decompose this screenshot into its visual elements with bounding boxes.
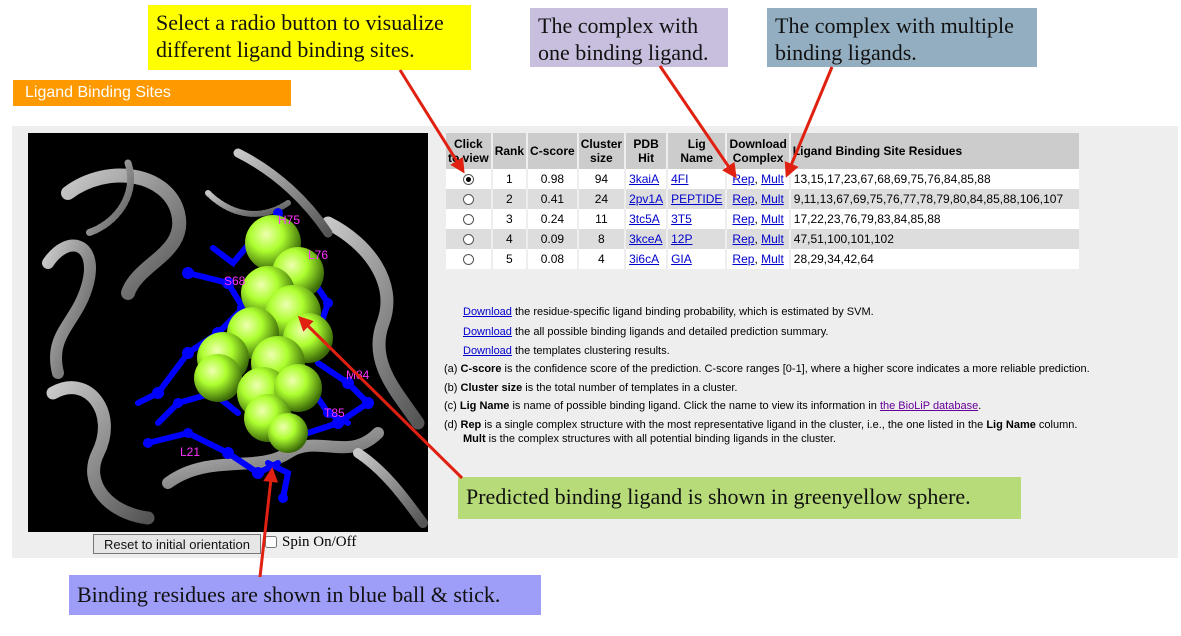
view-site-radio[interactable] (463, 174, 474, 185)
col-download-complex: Download Complex (727, 133, 788, 169)
section-title: Ligand Binding Sites (13, 80, 291, 106)
col-cscore: C-score (528, 133, 577, 169)
rep-link[interactable]: Rep (732, 192, 755, 206)
mult-link[interactable]: Mult (761, 252, 784, 266)
download-clustering-link[interactable]: Download (463, 345, 512, 357)
cluster-size-cell: 94 (579, 169, 624, 189)
cluster-size-cell: 24 (579, 189, 624, 209)
lig-name-link[interactable]: 4FI (671, 172, 689, 186)
rep-link[interactable]: Rep (732, 212, 755, 226)
pdb-hit-cell (626, 209, 666, 229)
pdb-hit-link[interactable]: 2pv1A (629, 192, 664, 206)
rank-cell: 2 (493, 189, 526, 209)
lig-name-cell (668, 249, 725, 269)
lig-name-link[interactable]: 3T5 (671, 212, 692, 226)
note-a: (a) C-score is the confidence score of the prediction. C-score ranges [0-1], where a higher score indicates a more reliable prediction. (444, 363, 1090, 375)
biolip-link[interactable]: the BioLiP database (879, 400, 979, 412)
download-complex-cell: Rep, Mult (727, 229, 788, 249)
row-radio-cell (446, 169, 491, 189)
view-site-radio[interactable] (463, 254, 474, 265)
callout-line: binding ligands. (775, 40, 917, 65)
rep-link[interactable]: Rep (732, 252, 755, 266)
row-radio-cell (446, 229, 491, 249)
rep-link[interactable]: Rep (732, 172, 755, 186)
cscore-cell: 0.24 (528, 209, 577, 229)
residue-label: T85 (324, 406, 345, 420)
cluster-size-cell: 4 (579, 249, 624, 269)
row-radio-cell (446, 249, 491, 269)
row-radio-cell (446, 209, 491, 229)
residue-label: M84 (346, 368, 370, 382)
callout-line: one binding ligand. (538, 40, 709, 65)
residue-label: L21 (180, 445, 201, 459)
cscore-cell: 0.98 (528, 169, 577, 189)
pdb-hit-link[interactable]: 3kceA (629, 232, 663, 246)
view-site-radio[interactable] (463, 194, 474, 205)
lig-name-cell (668, 209, 725, 229)
download-complex-cell: Rep, Mult (727, 169, 788, 189)
mult-link[interactable]: Mult (761, 212, 784, 226)
callout-line: different ligand binding sites. (156, 37, 415, 62)
pdb-hit-cell (626, 249, 666, 269)
cluster-size-cell: 8 (579, 229, 624, 249)
callout-line: The complex with (538, 13, 699, 38)
rank-cell: 4 (493, 229, 526, 249)
binding-residues-cell: 17,22,23,76,79,83,84,85,88 (791, 209, 1079, 229)
binding-residues-cell: 9,11,13,67,69,75,76,77,78,79,80,84,85,88,106,107 (791, 189, 1079, 209)
row-radio-cell (446, 189, 491, 209)
lig-name-link[interactable]: 12P (671, 232, 693, 246)
lig-name-cell (668, 189, 725, 209)
mult-link[interactable]: Mult (761, 172, 784, 186)
binding-residues-cell: 47,51,100,101,102 (791, 229, 1079, 249)
cscore-cell: 0.09 (528, 229, 577, 249)
note-d-mult: Mult is the complex structures with all potential binding ligands in the cluster. (463, 432, 836, 445)
table-header-row (446, 133, 1079, 169)
reset-orientation-button[interactable]: Reset to initial orientation (93, 534, 261, 554)
cluster-size-cell: 11 (579, 209, 624, 229)
download-line: Download the residue-specific ligand binding probability, which is estimated by SVM. (463, 306, 874, 318)
residue-label: S68 (224, 274, 246, 288)
pdb-hit-link[interactable]: 3kaiA (629, 172, 660, 186)
pdb-hit-cell (626, 169, 666, 189)
table-row (446, 249, 1079, 269)
download-complex-cell: Rep, Mult (727, 209, 788, 229)
molecule-viewer[interactable] (28, 133, 428, 532)
download-complex-cell: Rep, Mult (727, 249, 788, 269)
lig-name-cell (668, 169, 725, 189)
callout-radio-hint (148, 5, 471, 70)
table-row (446, 209, 1079, 229)
callout-line: Select a radio button to visualize (156, 10, 444, 35)
download-summary-link[interactable]: Download (463, 325, 512, 338)
residue-label: L76 (308, 248, 329, 262)
download-complex-cell: Rep, Mult (727, 189, 788, 209)
cscore-cell: 0.08 (528, 249, 577, 269)
lig-name-cell (668, 229, 725, 249)
pdb-hit-cell (626, 229, 666, 249)
lig-name-link[interactable]: PEPTIDE (671, 192, 723, 206)
rank-cell: 1 (493, 169, 526, 189)
notes-list (444, 360, 1174, 446)
callout-one-ligand (530, 8, 728, 67)
rep-link[interactable]: Rep (732, 232, 755, 246)
binding-residues-cell: 13,15,17,23,67,68,69,75,76,84,85,88 (791, 169, 1079, 189)
lig-name-link[interactable]: GIA (671, 252, 692, 266)
download-line: Download the all possible binding ligands and detailed prediction summary. (463, 325, 829, 338)
table-row (446, 189, 1079, 209)
table-row (446, 229, 1079, 249)
col-click-to-view: Click to view (446, 133, 491, 169)
mult-link[interactable]: Mult (761, 192, 784, 206)
callout-multi-ligand (767, 8, 1037, 67)
downloads-list (463, 303, 874, 362)
note-b: (b) Cluster size is the total number of templates in a cluster. (444, 381, 738, 394)
ligand-sites-table (444, 133, 1081, 269)
col-binding-residues: Ligand Binding Site Residues (791, 133, 1079, 169)
pdb-hit-link[interactable]: 3tc5A (629, 212, 660, 226)
cscore-cell: 0.41 (528, 189, 577, 209)
spin-toggle-checkbox[interactable] (265, 536, 277, 548)
protein-structure-render (28, 133, 428, 532)
col-rank: Rank (493, 133, 526, 169)
rank-cell: 3 (493, 209, 526, 229)
callout-line: The complex with multiple (775, 13, 1014, 38)
callout-predicted-ligand: Predicted binding ligand is shown in greenyellow sphere. (458, 477, 1021, 519)
col-lig-name: Lig Name (668, 133, 725, 169)
col-cluster-size: Cluster size (579, 133, 624, 169)
download-svm-link[interactable]: Download (463, 306, 512, 318)
binding-residues-cell: 28,29,34,42,64 (791, 249, 1079, 269)
pdb-hit-cell (626, 189, 666, 209)
note-d: (d) Rep is a single complex structure with the most representative ligand in the cluster, i.e., the one listed in the Lig Name column. (444, 418, 1078, 431)
download-line: Download the templates clustering results. (463, 345, 670, 357)
note-c: (c) Lig Name is name of possible binding ligand. Click the name to view its information in the BioLiP database. (444, 400, 982, 412)
mult-link[interactable]: Mult (761, 232, 784, 246)
spin-toggle-label: Spin On/Off (282, 534, 357, 550)
view-site-radio[interactable] (463, 214, 474, 225)
residue-label: H75 (278, 213, 301, 227)
table-row (446, 169, 1079, 189)
pdb-hit-link[interactable]: 3i6cA (629, 252, 660, 266)
col-pdb-hit: PDB Hit (626, 133, 666, 169)
view-site-radio[interactable] (463, 234, 474, 245)
callout-binding-residues: Binding residues are shown in blue ball & stick. (69, 575, 541, 615)
rank-cell: 5 (493, 249, 526, 269)
